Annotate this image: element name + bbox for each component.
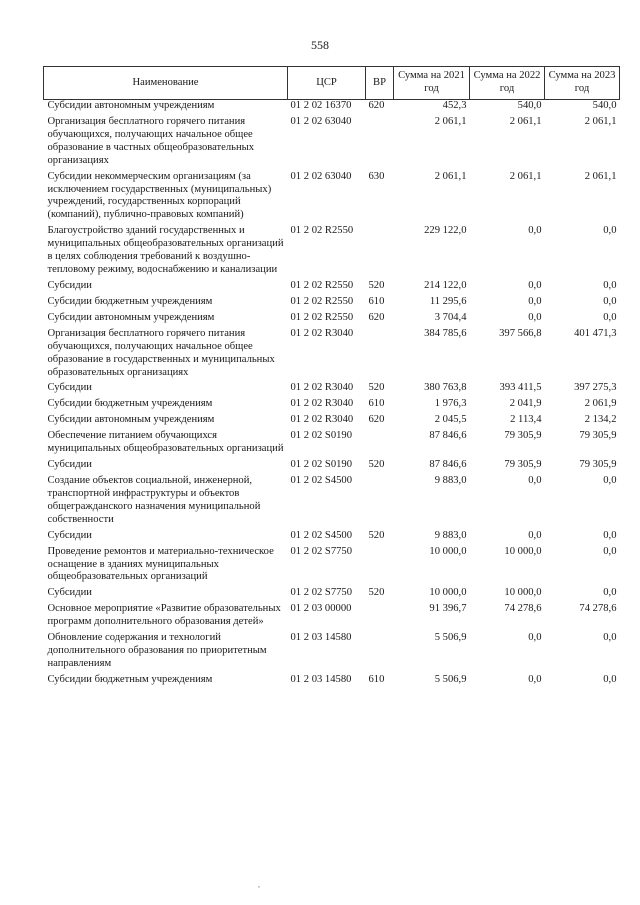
table-row bbox=[44, 225, 620, 280]
row-sum-2021: 229 122,0 bbox=[424, 225, 467, 237]
row-name: Организация бесплатного горячего питания обучающихся, получающих начальное общее образование в государственных и муниципальных образовательных организациях bbox=[47, 327, 275, 378]
row-sum-2022: 540,0 bbox=[517, 100, 542, 111]
row-sum-2021: 9 883,0 bbox=[434, 529, 467, 541]
row-sum-2023: 0,0 bbox=[603, 225, 617, 237]
row-name: Субсидии bbox=[47, 279, 92, 291]
row-sum-2023: 74 278,6 bbox=[579, 603, 617, 615]
row-sum-2021: 3 704,4 bbox=[434, 311, 467, 323]
row-sum-2023: 2 061,1 bbox=[584, 170, 617, 182]
row-vr: 620 bbox=[368, 414, 385, 426]
row-sum-2021: 2 061,1 bbox=[434, 115, 467, 127]
row-csr: 01 2 02 16370 bbox=[290, 100, 352, 111]
row-name: Субсидии bbox=[47, 459, 92, 471]
row-csr: 01 2 02 S4500 bbox=[290, 529, 353, 541]
row-vr: 610 bbox=[368, 295, 385, 307]
row-csr: 01 2 03 14580 bbox=[290, 632, 352, 644]
row-sum-2022: 0,0 bbox=[528, 673, 542, 685]
table-row bbox=[44, 459, 620, 475]
row-sum-2022: 2 041,9 bbox=[509, 398, 542, 410]
table-row bbox=[44, 171, 620, 226]
row-name: Субсидии бюджетным учреждениям bbox=[47, 295, 213, 307]
row-vr bbox=[366, 225, 394, 280]
row-csr: 01 2 02 63040 bbox=[290, 115, 352, 127]
row-sum-2021: 11 295,6 bbox=[429, 295, 467, 307]
row-csr: 01 2 02 R2550 bbox=[290, 311, 354, 323]
row-sum-2023: 0,0 bbox=[603, 673, 617, 685]
row-name: Субсидии бюджетным учреждениям bbox=[47, 398, 213, 410]
row-sum-2023: 0,0 bbox=[603, 587, 617, 599]
row-sum-2022: 79 305,9 bbox=[504, 459, 542, 471]
row-sum-2022: 0,0 bbox=[528, 632, 542, 644]
header-sum-2022: Сумма на 2022 год bbox=[470, 67, 545, 100]
row-sum-2022: 10 000,0 bbox=[504, 587, 542, 599]
row-sum-2022: 393 411,5 bbox=[499, 382, 542, 394]
row-name: Обеспечение питанием обучающихся муниципальных общеобразовательных организаций bbox=[47, 430, 284, 455]
budget-table bbox=[43, 66, 620, 690]
row-name: Обновление содержания и технологий дополнительного образования по приоритетным направлениям bbox=[47, 632, 267, 669]
header-name: Наименование bbox=[44, 67, 288, 100]
row-sum-2022: 0,0 bbox=[528, 311, 542, 323]
row-name: Субсидии некоммерческим организациям (за исключением государственных (муниципальных) учреждений, государственных корпораций (компаний), публично-правовых компаний) bbox=[47, 170, 272, 221]
row-name: Благоустройство зданий государственных и муниципальных общеобразовательных организаций в целях соблюдения требований к воздушно-тепловому режиму, водоснабжению и канализации bbox=[47, 225, 284, 276]
row-sum-2023: 0,0 bbox=[603, 474, 617, 486]
row-vr: 520 bbox=[368, 587, 385, 599]
table-row bbox=[44, 674, 620, 690]
row-csr: 01 2 02 S7750 bbox=[290, 587, 353, 599]
row-vr bbox=[366, 116, 394, 171]
table-header-row bbox=[44, 67, 620, 100]
row-name: Проведение ремонтов и материально-техническое оснащение в зданиях муниципальных общеобразовательных организаций bbox=[47, 545, 274, 583]
row-sum-2021: 87 846,6 bbox=[429, 430, 467, 442]
row-vr: 620 bbox=[368, 311, 385, 323]
row-sum-2021: 9 883,0 bbox=[434, 474, 467, 486]
row-sum-2023: 540,0 bbox=[592, 100, 617, 111]
table-row bbox=[44, 382, 620, 398]
row-sum-2022: 2 061,1 bbox=[509, 170, 542, 182]
row-vr bbox=[366, 430, 394, 459]
row-sum-2023: 0,0 bbox=[603, 311, 617, 323]
row-sum-2023: 0,0 bbox=[603, 295, 617, 307]
row-name: Основное мероприятие «Развитие образовательных программ дополнительного образования детей» bbox=[47, 603, 281, 628]
row-vr bbox=[366, 546, 394, 588]
row-vr: 520 bbox=[368, 529, 385, 541]
row-sum-2021: 10 000,0 bbox=[429, 587, 467, 599]
row-sum-2022: 10 000,0 bbox=[504, 545, 542, 557]
row-sum-2021: 1 976,3 bbox=[434, 398, 467, 410]
footer-mark: , bbox=[258, 880, 260, 889]
row-name: Создание объектов социальной, инженерной, транспортной инфраструктуры и объектов общегражданского назначения муниципальной собственности bbox=[47, 474, 261, 525]
row-sum-2022: 0,0 bbox=[528, 225, 542, 237]
row-csr: 01 2 02 S0190 bbox=[290, 459, 353, 471]
table-row bbox=[44, 414, 620, 430]
table-row bbox=[44, 430, 620, 459]
table-row bbox=[44, 312, 620, 328]
row-sum-2022: 397 566,8 bbox=[499, 327, 542, 339]
row-sum-2021: 5 506,9 bbox=[434, 673, 467, 685]
row-sum-2021: 5 506,9 bbox=[434, 632, 467, 644]
table-row bbox=[44, 398, 620, 414]
row-csr: 01 2 03 14580 bbox=[290, 673, 352, 685]
row-sum-2021: 2 045,5 bbox=[434, 414, 467, 426]
row-csr: 01 2 02 R3040 bbox=[290, 327, 354, 339]
row-vr: 610 bbox=[368, 398, 385, 410]
row-sum-2023: 397 275,3 bbox=[574, 382, 617, 394]
row-csr: 01 2 02 R3040 bbox=[290, 414, 354, 426]
row-sum-2021: 380 763,8 bbox=[424, 382, 467, 394]
row-sum-2022: 2 113,4 bbox=[510, 414, 542, 426]
row-sum-2023: 2 061,9 bbox=[584, 398, 617, 410]
row-vr: 630 bbox=[368, 170, 385, 182]
row-sum-2023: 0,0 bbox=[603, 545, 617, 557]
table-row bbox=[44, 280, 620, 296]
row-name: Субсидии bbox=[47, 529, 92, 541]
table-row bbox=[44, 475, 620, 530]
row-sum-2021: 452,3 bbox=[442, 100, 467, 111]
table-row bbox=[44, 546, 620, 588]
row-sum-2022: 2 061,1 bbox=[509, 115, 542, 127]
row-csr: 01 2 03 00000 bbox=[290, 603, 352, 615]
row-sum-2023: 2 134,2 bbox=[584, 414, 617, 426]
page-number: 558 bbox=[311, 38, 329, 52]
row-name: Субсидии bbox=[47, 382, 92, 394]
row-vr: 520 bbox=[368, 382, 385, 394]
row-name: Субсидии автономным учреждениям bbox=[47, 311, 215, 323]
table-body bbox=[44, 100, 620, 690]
row-csr: 01 2 02 S4500 bbox=[290, 474, 353, 486]
header-csr: ЦСР bbox=[288, 67, 366, 100]
row-sum-2023: 79 305,9 bbox=[579, 459, 617, 471]
row-sum-2021: 10 000,0 bbox=[429, 545, 467, 557]
row-vr: 520 bbox=[368, 459, 385, 471]
table-row bbox=[44, 296, 620, 312]
table-row bbox=[44, 530, 620, 546]
row-name: Организация бесплатного горячего питания обучающихся, получающих начальное общее образование в частных общеобразовательных организациях bbox=[47, 115, 255, 166]
table-row bbox=[44, 603, 620, 632]
row-csr: 01 2 02 R2550 bbox=[290, 279, 354, 291]
row-sum-2021: 2 061,1 bbox=[434, 170, 467, 182]
row-sum-2022: 74 278,6 bbox=[504, 603, 542, 615]
row-sum-2021: 214 122,0 bbox=[424, 279, 467, 291]
row-csr: 01 2 02 R3040 bbox=[290, 398, 354, 410]
row-vr bbox=[366, 603, 394, 632]
row-vr: 520 bbox=[368, 279, 385, 291]
row-sum-2021: 87 846,6 bbox=[429, 459, 467, 471]
row-csr: 01 2 02 S7750 bbox=[290, 545, 353, 557]
row-sum-2023: 401 471,3 bbox=[574, 327, 617, 339]
table-row bbox=[44, 632, 620, 674]
row-vr bbox=[366, 475, 394, 530]
row-sum-2023: 0,0 bbox=[603, 632, 617, 644]
row-vr: 610 bbox=[368, 673, 385, 685]
row-sum-2021: 91 396,7 bbox=[429, 603, 467, 615]
row-name: Субсидии бюджетным учреждениям bbox=[47, 673, 213, 685]
row-vr bbox=[366, 632, 394, 674]
row-csr: 01 2 02 R2550 bbox=[290, 225, 354, 237]
row-csr: 01 2 02 63040 bbox=[290, 170, 352, 182]
table-row bbox=[44, 100, 620, 116]
row-vr: 620 bbox=[368, 100, 385, 111]
row-sum-2022: 0,0 bbox=[528, 279, 542, 291]
header-vr: ВР bbox=[366, 67, 394, 100]
row-sum-2022: 79 305,9 bbox=[504, 430, 542, 442]
table-row bbox=[44, 587, 620, 603]
row-csr: 01 2 02 S0190 bbox=[290, 430, 353, 442]
row-name: Субсидии автономным учреждениям bbox=[47, 414, 215, 426]
row-sum-2022: 0,0 bbox=[528, 474, 542, 486]
row-sum-2022: 0,0 bbox=[528, 295, 542, 307]
row-sum-2023: 2 061,1 bbox=[584, 115, 617, 127]
row-csr: 01 2 02 R3040 bbox=[290, 382, 354, 394]
table-row bbox=[44, 328, 620, 383]
header-sum-2023: Сумма на 2023 год bbox=[545, 67, 620, 100]
row-csr: 01 2 02 R2550 bbox=[290, 295, 354, 307]
row-vr bbox=[366, 328, 394, 383]
row-sum-2023: 0,0 bbox=[603, 529, 617, 541]
row-name: Субсидии автономным учреждениям bbox=[47, 100, 215, 111]
row-sum-2022: 0,0 bbox=[528, 529, 542, 541]
row-sum-2023: 0,0 bbox=[603, 279, 617, 291]
header-sum-2021: Сумма на 2021 год bbox=[394, 67, 470, 100]
row-sum-2021: 384 785,6 bbox=[424, 327, 467, 339]
row-name: Субсидии bbox=[47, 587, 92, 599]
row-sum-2023: 79 305,9 bbox=[579, 430, 617, 442]
table-row bbox=[44, 116, 620, 171]
